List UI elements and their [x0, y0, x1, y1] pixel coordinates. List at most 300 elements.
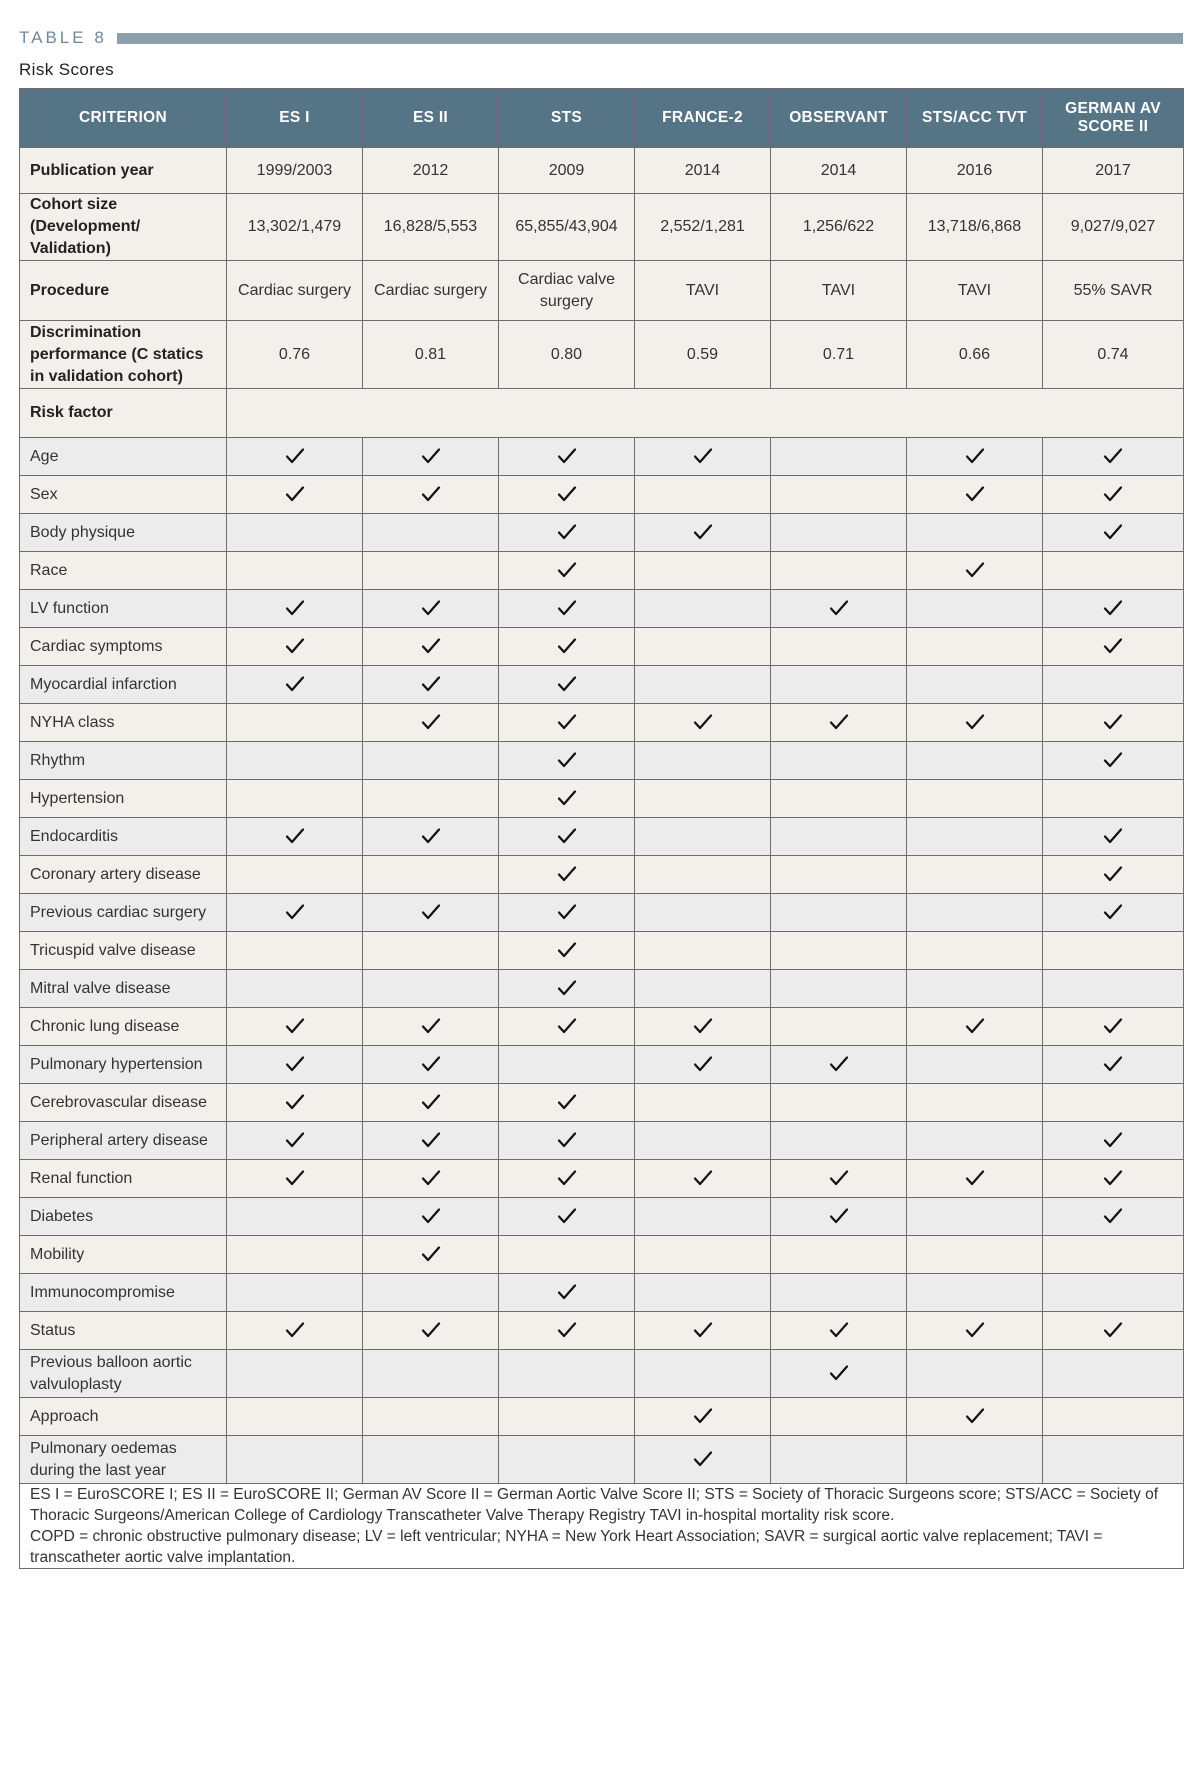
check-cell	[771, 1274, 907, 1312]
check-icon	[285, 1017, 305, 1035]
check-cell	[499, 1084, 635, 1122]
check-icon	[829, 1321, 849, 1339]
risk-factor-label: Mobility	[20, 1236, 227, 1274]
risk-factor-row	[20, 1008, 1184, 1046]
risk-factor-label: Renal function	[20, 1160, 227, 1198]
check-cell	[499, 438, 635, 476]
check-icon	[421, 1321, 441, 1339]
check-cell	[363, 1046, 499, 1084]
column-header-criterion: CRITERION	[20, 89, 227, 148]
check-icon	[693, 1169, 713, 1187]
risk-factor-label: Cardiac symptoms	[20, 628, 227, 666]
check-cell	[635, 1046, 771, 1084]
check-cell	[363, 1198, 499, 1236]
check-cell	[907, 1274, 1043, 1312]
check-cell	[227, 1436, 363, 1484]
check-cell	[907, 590, 1043, 628]
footnote-line: ES I = EuroSCORE I; ES II = EuroSCORE II; German AV Score II = German Aortic Valve Score II; STS = Society of Thoracic Surgeons score; STS/ACC = Society of Thoracic Surgeons/American College of Cardiology Transcatheter Valve Therapy Registry TAVI in-hospital mortality risk score.	[30, 1486, 1159, 1524]
check-cell	[1043, 552, 1184, 590]
risk-factor-label: Coronary artery disease	[20, 856, 227, 894]
risk-factor-label: Sex	[20, 476, 227, 514]
check-cell	[499, 894, 635, 932]
check-cell	[1043, 1274, 1184, 1312]
table-cell: TAVI	[771, 261, 907, 321]
risk-factor-row	[20, 780, 1184, 818]
table-cell: TAVI	[907, 261, 1043, 321]
check-cell	[771, 1350, 907, 1398]
check-icon	[421, 1169, 441, 1187]
check-cell	[227, 856, 363, 894]
check-cell	[363, 1236, 499, 1274]
row-label: Publication year	[20, 148, 227, 194]
info-row-cohort-size-development-valida	[20, 194, 1184, 261]
check-cell	[635, 666, 771, 704]
check-icon	[421, 1093, 441, 1111]
check-cell	[499, 1350, 635, 1398]
risk-factor-row	[20, 818, 1184, 856]
table-label: TABLE 8	[19, 28, 107, 47]
row-label: Cohort size (Development/ Validation)	[20, 194, 227, 261]
check-icon	[829, 713, 849, 731]
check-icon	[1103, 903, 1123, 921]
check-cell	[499, 552, 635, 590]
check-cell	[499, 704, 635, 742]
check-icon	[1103, 751, 1123, 769]
check-cell	[227, 590, 363, 628]
check-icon	[1103, 447, 1123, 465]
check-cell	[1043, 1160, 1184, 1198]
risk-scores-table	[19, 88, 1184, 1569]
check-cell	[1043, 1436, 1184, 1484]
check-cell	[635, 476, 771, 514]
check-cell	[771, 438, 907, 476]
check-icon	[285, 1169, 305, 1187]
check-cell	[635, 742, 771, 780]
check-cell	[907, 1084, 1043, 1122]
risk-factor-row	[20, 1122, 1184, 1160]
check-cell	[1043, 628, 1184, 666]
check-icon	[965, 713, 985, 731]
check-icon	[965, 1017, 985, 1035]
risk-factor-heading: Risk factor	[20, 389, 227, 438]
check-cell	[1043, 590, 1184, 628]
check-cell	[363, 552, 499, 590]
check-cell	[227, 1274, 363, 1312]
check-icon	[1103, 865, 1123, 883]
check-cell	[907, 970, 1043, 1008]
check-cell	[363, 1008, 499, 1046]
check-cell	[771, 628, 907, 666]
check-cell	[363, 1160, 499, 1198]
table-cell: 55% SAVR	[1043, 261, 1184, 321]
risk-factor-label: Chronic lung disease	[20, 1008, 227, 1046]
risk-factor-label: Myocardial infarction	[20, 666, 227, 704]
check-icon	[285, 1321, 305, 1339]
check-cell	[635, 1160, 771, 1198]
check-icon	[557, 941, 577, 959]
check-icon	[829, 1207, 849, 1225]
check-cell	[907, 856, 1043, 894]
footnote-line: COPD = chronic obstructive pulmonary disease; LV = left ventricular; NYHA = New York Heart Association; SAVR = surgical aortic valve replacement; TAVI = transcatheter aortic valve implantation.	[30, 1528, 1103, 1566]
check-cell	[771, 1122, 907, 1160]
check-cell	[771, 856, 907, 894]
risk-factor-row	[20, 1274, 1184, 1312]
check-icon	[1103, 1169, 1123, 1187]
check-cell	[907, 552, 1043, 590]
check-cell	[907, 476, 1043, 514]
check-cell	[363, 780, 499, 818]
check-cell	[907, 742, 1043, 780]
check-icon	[693, 1017, 713, 1035]
check-cell	[363, 970, 499, 1008]
table-cell: 0.66	[907, 321, 1043, 389]
check-cell	[907, 1350, 1043, 1398]
check-cell	[635, 1274, 771, 1312]
risk-factor-label: Immunocompromise	[20, 1274, 227, 1312]
check-cell	[499, 476, 635, 514]
check-icon	[1103, 713, 1123, 731]
check-cell	[771, 1236, 907, 1274]
risk-factor-label: Tricuspid valve disease	[20, 932, 227, 970]
check-cell	[363, 1398, 499, 1436]
check-cell	[499, 1008, 635, 1046]
check-icon	[285, 637, 305, 655]
column-header-observant: OBSERVANT	[771, 89, 907, 148]
check-cell	[499, 590, 635, 628]
check-cell	[635, 1312, 771, 1350]
check-cell	[363, 1274, 499, 1312]
check-cell	[363, 704, 499, 742]
check-icon	[285, 1093, 305, 1111]
check-cell	[227, 742, 363, 780]
risk-factor-row	[20, 590, 1184, 628]
risk-factor-row	[20, 970, 1184, 1008]
check-icon	[965, 447, 985, 465]
check-cell	[907, 1122, 1043, 1160]
check-cell	[635, 1236, 771, 1274]
table-cell: 13,718/6,868	[907, 194, 1043, 261]
check-cell	[363, 1084, 499, 1122]
check-icon	[1103, 523, 1123, 541]
check-icon	[421, 1017, 441, 1035]
check-cell	[907, 438, 1043, 476]
risk-factor-row	[20, 1046, 1184, 1084]
check-cell	[1043, 970, 1184, 1008]
check-icon	[421, 1245, 441, 1263]
check-icon	[965, 1407, 985, 1425]
column-header-france-2: FRANCE-2	[635, 89, 771, 148]
risk-factor-label: Diabetes	[20, 1198, 227, 1236]
table-label-row	[19, 24, 1183, 52]
check-cell	[227, 1236, 363, 1274]
table-cell: Cardiac valve surgery	[499, 261, 635, 321]
check-icon	[557, 675, 577, 693]
check-cell	[771, 666, 907, 704]
check-cell	[227, 438, 363, 476]
check-icon	[285, 599, 305, 617]
check-cell	[635, 1436, 771, 1484]
check-icon	[557, 979, 577, 997]
check-cell	[1043, 1350, 1184, 1398]
check-cell	[771, 1008, 907, 1046]
check-cell	[227, 1350, 363, 1398]
check-cell	[635, 818, 771, 856]
check-icon	[557, 865, 577, 883]
check-cell	[363, 514, 499, 552]
risk-factor-row	[20, 1084, 1184, 1122]
check-icon	[693, 1407, 713, 1425]
table-cell: 0.59	[635, 321, 771, 389]
risk-factor-row	[20, 476, 1184, 514]
check-cell	[227, 704, 363, 742]
table-cell: TAVI	[635, 261, 771, 321]
risk-factor-label: Previous balloon aortic valvuloplasty	[20, 1350, 227, 1398]
check-cell	[499, 666, 635, 704]
check-icon	[285, 447, 305, 465]
check-cell	[635, 590, 771, 628]
risk-factor-row	[20, 628, 1184, 666]
risk-factor-row	[20, 1236, 1184, 1274]
check-cell	[227, 1398, 363, 1436]
check-cell	[499, 1312, 635, 1350]
risk-factor-label: NYHA class	[20, 704, 227, 742]
check-icon	[1103, 1321, 1123, 1339]
check-cell	[227, 1198, 363, 1236]
column-header-es-ii: ES II	[363, 89, 499, 148]
check-cell	[499, 1398, 635, 1436]
check-icon	[557, 1093, 577, 1111]
check-cell	[907, 818, 1043, 856]
risk-factor-row	[20, 742, 1184, 780]
check-cell	[635, 932, 771, 970]
check-cell	[227, 970, 363, 1008]
check-icon	[557, 1017, 577, 1035]
check-cell	[1043, 1236, 1184, 1274]
check-cell	[363, 590, 499, 628]
check-cell	[499, 514, 635, 552]
info-row-procedure	[20, 261, 1184, 321]
check-cell	[499, 742, 635, 780]
check-cell	[1043, 1084, 1184, 1122]
check-cell	[771, 894, 907, 932]
check-cell	[1043, 1122, 1184, 1160]
check-cell	[499, 1122, 635, 1160]
check-cell	[635, 1350, 771, 1398]
check-cell	[771, 552, 907, 590]
check-icon	[557, 789, 577, 807]
check-icon	[421, 447, 441, 465]
check-icon	[1103, 599, 1123, 617]
check-cell	[499, 970, 635, 1008]
check-cell	[635, 1122, 771, 1160]
risk-factor-label: Hypertension	[20, 780, 227, 818]
check-icon	[693, 1450, 713, 1468]
check-cell	[227, 818, 363, 856]
table-cell: 0.71	[771, 321, 907, 389]
check-cell	[635, 780, 771, 818]
check-cell	[499, 780, 635, 818]
check-cell	[227, 1084, 363, 1122]
check-icon	[693, 523, 713, 541]
check-icon	[421, 599, 441, 617]
check-cell	[227, 552, 363, 590]
check-cell	[635, 552, 771, 590]
risk-factor-row	[20, 666, 1184, 704]
risk-factor-row	[20, 704, 1184, 742]
table-figure	[19, 24, 1183, 1569]
check-cell	[771, 1398, 907, 1436]
check-icon	[421, 903, 441, 921]
check-cell	[1043, 1312, 1184, 1350]
check-cell	[363, 856, 499, 894]
risk-factor-label: Endocarditis	[20, 818, 227, 856]
check-icon	[1103, 485, 1123, 503]
check-cell	[907, 932, 1043, 970]
check-cell	[227, 628, 363, 666]
check-cell	[771, 704, 907, 742]
check-icon	[965, 1321, 985, 1339]
check-cell	[635, 1198, 771, 1236]
check-cell	[771, 1312, 907, 1350]
table-label-bar	[117, 33, 1183, 44]
risk-factor-label: Rhythm	[20, 742, 227, 780]
check-cell	[227, 1046, 363, 1084]
check-cell	[635, 894, 771, 932]
check-cell	[499, 856, 635, 894]
check-cell	[1043, 514, 1184, 552]
check-cell	[1043, 704, 1184, 742]
risk-factor-row	[20, 1350, 1184, 1398]
check-cell	[907, 666, 1043, 704]
check-icon	[829, 1055, 849, 1073]
check-cell	[363, 1350, 499, 1398]
check-icon	[557, 713, 577, 731]
check-icon	[557, 447, 577, 465]
risk-factor-row	[20, 438, 1184, 476]
column-header-es-i: ES I	[227, 89, 363, 148]
check-icon	[557, 1131, 577, 1149]
check-icon	[285, 903, 305, 921]
footnote-row	[20, 1484, 1184, 1569]
check-cell	[499, 818, 635, 856]
check-cell	[499, 1436, 635, 1484]
check-cell	[907, 628, 1043, 666]
check-icon	[557, 485, 577, 503]
column-header-sts-acc-tvt: STS/ACC TVT	[907, 89, 1043, 148]
check-cell	[907, 1008, 1043, 1046]
check-cell	[771, 1084, 907, 1122]
check-icon	[557, 599, 577, 617]
table-cell: 0.76	[227, 321, 363, 389]
check-cell	[771, 590, 907, 628]
risk-factor-row	[20, 1436, 1184, 1484]
risk-factor-label: Cerebrovascular disease	[20, 1084, 227, 1122]
check-icon	[557, 827, 577, 845]
info-row-discrimination-performance-c-s	[20, 321, 1184, 389]
risk-factor-label: Previous cardiac surgery	[20, 894, 227, 932]
check-cell	[635, 1008, 771, 1046]
check-cell	[499, 1198, 635, 1236]
check-icon	[1103, 1207, 1123, 1225]
check-cell	[907, 1398, 1043, 1436]
check-cell	[363, 1122, 499, 1160]
table-cell: 2016	[907, 148, 1043, 194]
check-cell	[227, 780, 363, 818]
check-cell	[227, 666, 363, 704]
risk-factor-header-blank	[227, 389, 1184, 438]
check-icon	[557, 751, 577, 769]
risk-factor-label: Age	[20, 438, 227, 476]
check-cell	[1043, 1008, 1184, 1046]
check-cell	[363, 818, 499, 856]
check-cell	[771, 742, 907, 780]
check-cell	[771, 970, 907, 1008]
check-cell	[635, 1398, 771, 1436]
check-cell	[771, 818, 907, 856]
check-cell	[363, 932, 499, 970]
check-icon	[965, 485, 985, 503]
check-icon	[693, 713, 713, 731]
check-icon	[285, 1131, 305, 1149]
check-cell	[1043, 932, 1184, 970]
risk-factor-row	[20, 856, 1184, 894]
check-icon	[421, 1207, 441, 1225]
check-icon	[965, 561, 985, 579]
check-icon	[557, 523, 577, 541]
check-icon	[421, 713, 441, 731]
check-cell	[635, 628, 771, 666]
check-cell	[499, 1160, 635, 1198]
check-cell	[363, 628, 499, 666]
check-icon	[557, 1169, 577, 1187]
check-cell	[227, 1008, 363, 1046]
check-cell	[771, 514, 907, 552]
table-cell: 0.80	[499, 321, 635, 389]
check-cell	[363, 1312, 499, 1350]
check-cell	[1043, 856, 1184, 894]
risk-factor-label: Race	[20, 552, 227, 590]
check-cell	[907, 1236, 1043, 1274]
check-icon	[421, 637, 441, 655]
check-cell	[907, 1312, 1043, 1350]
risk-factor-row	[20, 1312, 1184, 1350]
table-cell: 2,552/1,281	[635, 194, 771, 261]
check-cell	[499, 1274, 635, 1312]
check-icon	[557, 903, 577, 921]
check-cell	[499, 1046, 635, 1084]
check-cell	[771, 1198, 907, 1236]
check-cell	[907, 1160, 1043, 1198]
check-cell	[1043, 742, 1184, 780]
check-cell	[227, 514, 363, 552]
check-icon	[557, 1283, 577, 1301]
check-cell	[907, 704, 1043, 742]
check-icon	[1103, 1055, 1123, 1073]
check-cell	[227, 1160, 363, 1198]
check-cell	[363, 438, 499, 476]
table-cell: 2014	[635, 148, 771, 194]
risk-factor-row	[20, 552, 1184, 590]
check-cell	[771, 1046, 907, 1084]
table-cell: 9,027/9,027	[1043, 194, 1184, 261]
check-icon	[1103, 1131, 1123, 1149]
check-icon	[285, 827, 305, 845]
check-cell	[771, 1436, 907, 1484]
risk-factor-row	[20, 1398, 1184, 1436]
check-cell	[363, 476, 499, 514]
check-icon	[421, 675, 441, 693]
check-cell	[771, 932, 907, 970]
